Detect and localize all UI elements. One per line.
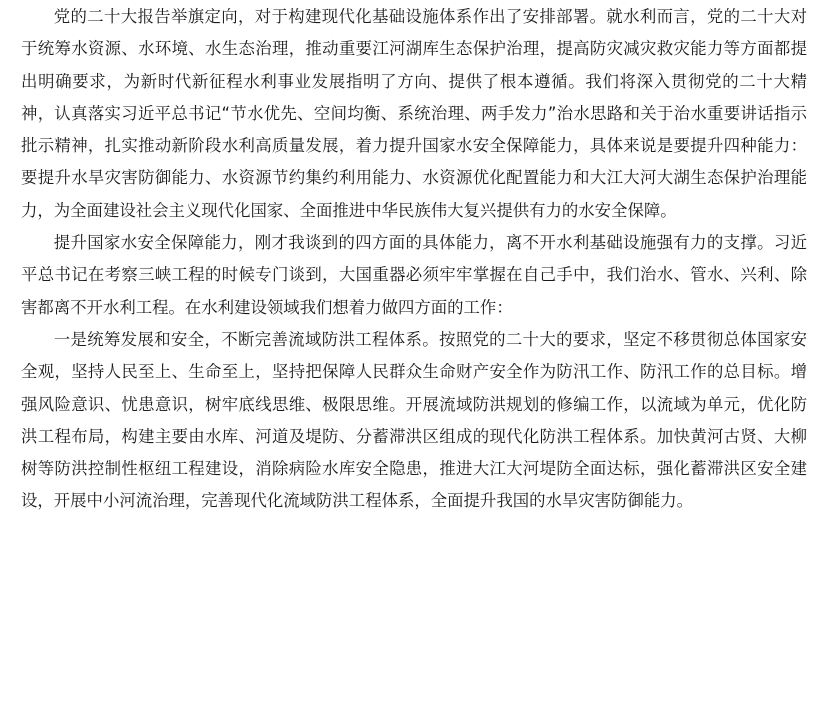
paragraph-3: 一是统筹发展和安全，不断完善流域防洪工程体系。按照党的二十大的要求，坚定不移贯彻总体国家安全观，坚持人民至上、生命至上，坚持把保障人民群众生命财产安全作为防汛工作、防汛工作的总目标。增强风险意识、忧患意识，树牢底线思维、极限思维。开展流域防洪规划的修编工作，以流域为单元，优化防洪工程布局，构建主要由水库、河道及堤防、分蓄滞洪区组成的现代化防洪工程体系。加快黄河古贤、大柳树等防洪控制性枢纽工程建设，消除病险水库安全隐患，推进大江大河堤防全面达标，强化蓄滞洪区安全建设，开展中小河流治理，完善现代化流域防洪工程体系，全面提升我国的水旱灾害防御能力。 (21, 329, 807, 511)
paragraph-1: 党的二十大报告举旗定向，对于构建现代化基础设施体系作出了安排部署。就水利而言，党的二十大对于统筹水资源、水环境、水生态治理，推动重要江河湖库生态保护治理，提高防灾减灾救灾能力等方面都提出明确要求，为新时代新征程水利事业发展指明了方向、提供了根本遵循。我们将深入贯彻党的二十大精神，认真落实习近平总书记“节水优先、空间均衡、系统治理、两手发力”治水思路和关于治水重要讲话指示批示精神，扎实推动新阶段水利高质量发展，着力提升国家水安全保障能力，具体来说是要提升四种能力：要提升水旱灾害防御能力、水资源节约集约利用能力、水资源优化配置能力和大江大河大湖生态保护治理能力，为全面建设社会主义现代化国家、全面推进中华民族伟大复兴提供有力的水安全保障。 (21, 7, 807, 220)
paragraph-2: 提升国家水安全保障能力，刚才我谈到的四方面的具体能力，离不开水利基础设施强有力的支撑。习近平总书记在考察三峡工程的时候专门谈到，大国重器必须牢牢掌握在自己手中，我们治水、管水、兴利、除害都离不开水利工程。在水利建设领域我们想着力做四方面的工作： (21, 233, 807, 317)
